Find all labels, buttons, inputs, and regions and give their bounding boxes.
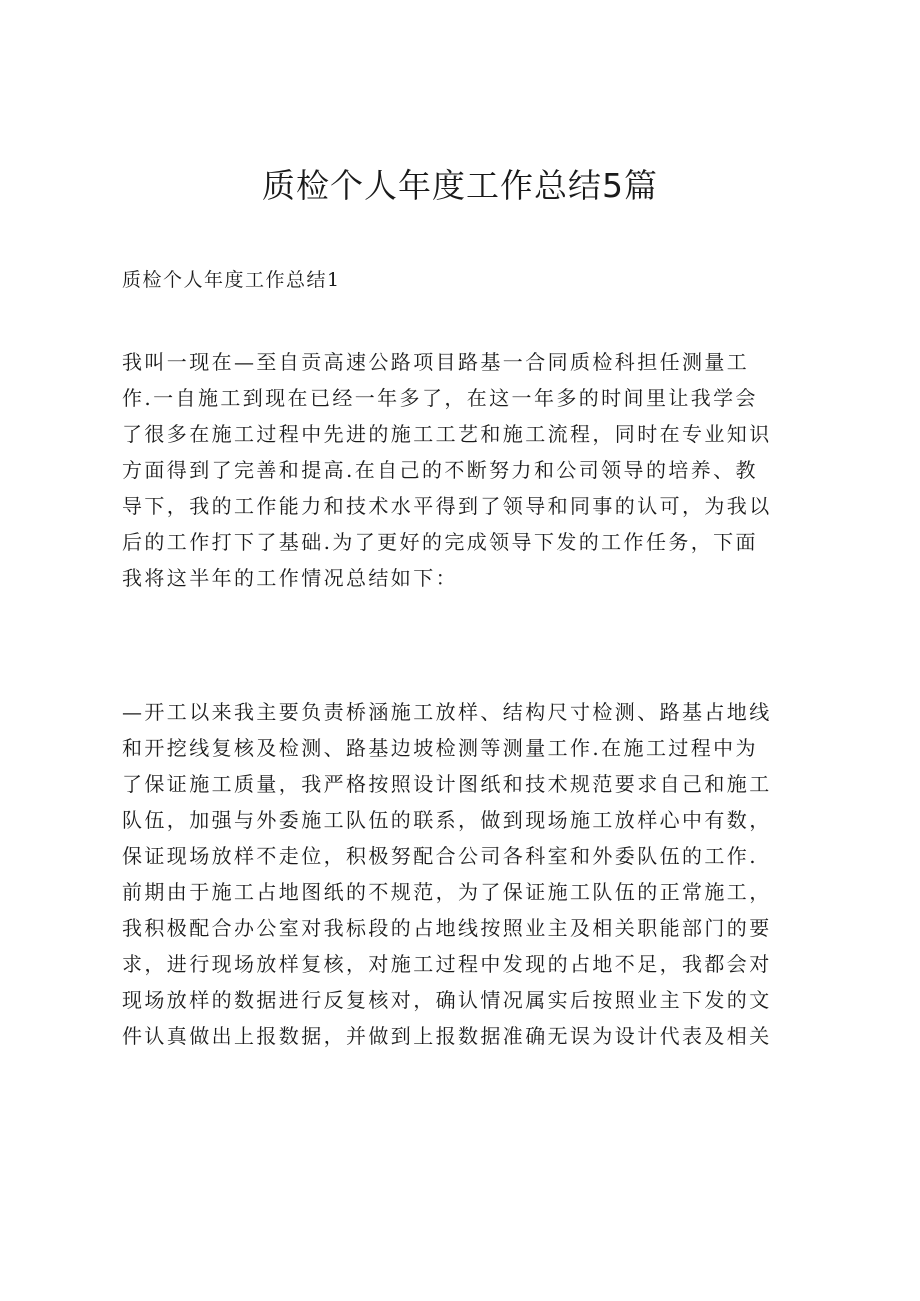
paragraph-line: 前期由于施工占地图纸的不规范，为了保证施工队伍的正常施工， [122,880,772,904]
paragraph-line: 和开挖线复核及检测、路基边坡检测等测量工作.在施工过程中为 [122,736,758,760]
document-title: 质检个人年度工作总结5篇 [262,166,658,205]
paragraph-line: 了保证施工质量，我严格按照设计图纸和技术规范要求自己和施工 [122,772,772,796]
paragraph-line: 作.一自施工到现在已经一年多了，在这一年多的时间里让我学会 [122,386,758,410]
paragraph-2 [122,694,802,1054]
paragraph-line: 导下，我的工作能力和技术水平得到了领导和同事的认可，为我以 [122,494,772,518]
paragraph-line: 保证现场放样不走位，积极努配合公司各科室和外委队伍的工作. [122,844,758,868]
paragraph-line: 求，进行现场放样复核，对施工过程中发现的占地不足，我都会对 [122,952,772,976]
paragraph-line: 方面得到了完善和提高.在自己的不断努力和公司领导的培养、教 [122,458,758,482]
paragraph-line: 队伍，加强与外委施工队伍的联系，做到现场施工放样心中有数， [122,808,772,832]
paragraph-line: 了很多在施工过程中先进的施工工艺和施工流程，同时在专业知识 [122,422,772,446]
paragraph-line: 我将这半年的工作情况总结如下： [122,566,458,590]
paragraph-line: 我积极配合办公室对我标段的占地线按照业主及相关职能部门的要 [122,916,772,940]
section-heading: 质检个人年度工作总结1 [122,269,341,291]
paragraph-line: 现场放样的数据进行反复核对，确认情况属实后按照业主下发的文 [122,988,772,1012]
paragraph-line: 后的工作打下了基础.为了更好的完成领导下发的工作任务，下面 [122,530,758,554]
paragraph-line: —开工以来我主要负责桥涵施工放样、结构尺寸检测、路基占地线 [122,700,772,724]
paragraph-1 [122,344,802,596]
paragraph-line: 我叫一现在—至自贡高速公路项目路基一合同质检科担任测量工 [122,350,750,374]
paragraph-line: 件认真做出上报数据，并做到上报数据准确无误为设计代表及相关 [122,1024,772,1048]
